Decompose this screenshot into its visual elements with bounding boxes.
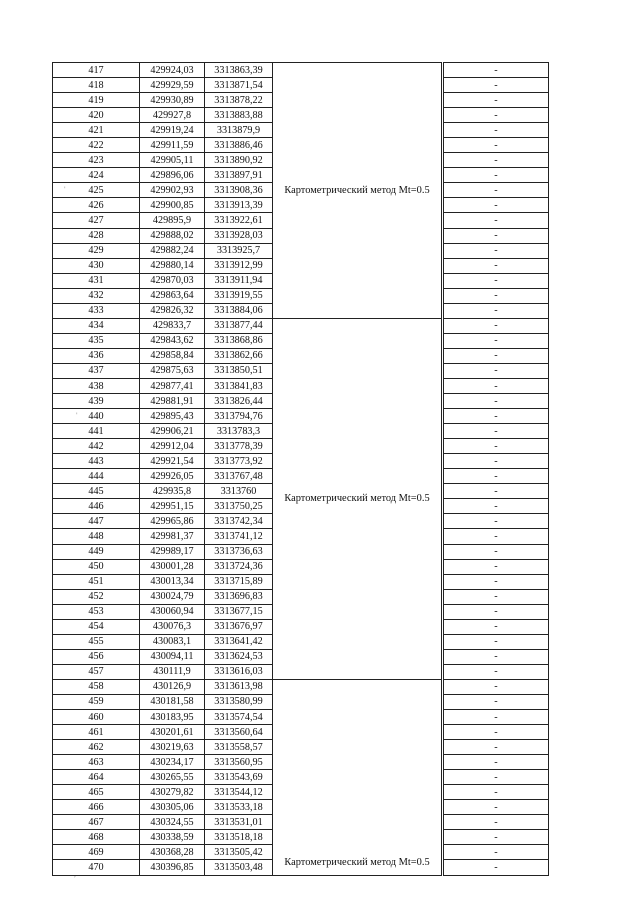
x-coordinate-cell: 429935,8	[140, 484, 205, 499]
error-cell: -	[444, 273, 549, 288]
error-cell: -	[444, 770, 549, 785]
point-number-cell: 458	[53, 679, 140, 694]
point-number-cell: 430	[53, 258, 140, 273]
x-coordinate-cell: 429927,8	[140, 108, 205, 123]
coordinates-table	[52, 62, 549, 876]
x-coordinate-cell: 430183,95	[140, 710, 205, 725]
y-coordinate-cell: 3313641,42	[205, 634, 273, 649]
error-cell: -	[444, 138, 549, 153]
point-number-cell: 451	[53, 574, 140, 589]
point-number-cell: 470	[53, 860, 140, 875]
point-number-cell: 454	[53, 619, 140, 634]
point-number-cell: 418	[53, 78, 140, 93]
scan-speck: '	[64, 186, 66, 193]
point-number-cell: 431	[53, 273, 140, 288]
y-coordinate-cell: 3313505,42	[205, 845, 273, 860]
point-number-cell: 432	[53, 288, 140, 303]
x-coordinate-cell: 429924,03	[140, 63, 205, 78]
x-coordinate-cell: 429882,24	[140, 243, 205, 258]
error-cell: -	[444, 469, 549, 484]
point-number-cell: 417	[53, 63, 140, 78]
point-number-cell: 450	[53, 559, 140, 574]
x-coordinate-cell: 430076,3	[140, 619, 205, 634]
point-number-cell: 423	[53, 153, 140, 168]
point-number-cell: 438	[53, 378, 140, 393]
error-cell: -	[444, 153, 549, 168]
y-coordinate-cell: 3313913,39	[205, 198, 273, 213]
y-coordinate-cell: 3313750,25	[205, 499, 273, 514]
x-coordinate-cell: 429896,06	[140, 168, 205, 183]
method-label: Картометрический метод Mt=0.5	[284, 856, 430, 868]
y-coordinate-cell: 3313826,44	[205, 394, 273, 409]
error-cell: -	[444, 394, 549, 409]
error-cell: -	[444, 93, 549, 108]
x-coordinate-cell: 429863,64	[140, 288, 205, 303]
point-number-cell: 459	[53, 694, 140, 709]
x-coordinate-cell: 430324,55	[140, 815, 205, 830]
x-coordinate-cell: 430234,17	[140, 755, 205, 770]
point-number-cell: 467	[53, 815, 140, 830]
y-coordinate-cell: 3313574,54	[205, 710, 273, 725]
error-cell: -	[444, 574, 549, 589]
y-coordinate-cell: 3313518,18	[205, 830, 273, 845]
y-coordinate-cell: 3313919,55	[205, 288, 273, 303]
error-cell: -	[444, 604, 549, 619]
y-coordinate-cell: 3313912,99	[205, 258, 273, 273]
point-number-cell: 433	[53, 303, 140, 318]
error-cell: -	[444, 424, 549, 439]
x-coordinate-cell: 430111,9	[140, 664, 205, 679]
error-cell: -	[444, 845, 549, 860]
y-coordinate-cell: 3313884,06	[205, 303, 273, 318]
error-cell: -	[444, 318, 549, 333]
error-cell: -	[444, 559, 549, 574]
y-coordinate-cell: 3313677,15	[205, 604, 273, 619]
y-coordinate-cell: 3313742,34	[205, 514, 273, 529]
y-coordinate-cell: 3313879,9	[205, 123, 273, 138]
x-coordinate-cell: 429965,86	[140, 514, 205, 529]
point-number-cell: 466	[53, 800, 140, 815]
x-coordinate-cell: 429951,15	[140, 499, 205, 514]
error-cell: -	[444, 740, 549, 755]
error-cell: -	[444, 454, 549, 469]
x-coordinate-cell: 430024,79	[140, 589, 205, 604]
point-number-cell: 428	[53, 228, 140, 243]
point-number-cell: 420	[53, 108, 140, 123]
error-cell: -	[444, 499, 549, 514]
method-label: Картометрический метод Mt=0.5	[284, 184, 430, 196]
point-number-cell: 455	[53, 634, 140, 649]
y-coordinate-cell: 3313886,46	[205, 138, 273, 153]
error-cell: -	[444, 213, 549, 228]
y-coordinate-cell: 3313616,03	[205, 664, 273, 679]
x-coordinate-cell: 430279,82	[140, 785, 205, 800]
x-coordinate-cell: 430338,59	[140, 830, 205, 845]
point-number-cell: 437	[53, 363, 140, 378]
error-cell: -	[444, 303, 549, 318]
y-coordinate-cell: 3313877,44	[205, 318, 273, 333]
y-coordinate-cell: 3313794,76	[205, 409, 273, 424]
error-cell: -	[444, 288, 549, 303]
y-coordinate-cell: 3313736,63	[205, 544, 273, 559]
error-cell: -	[444, 649, 549, 664]
x-coordinate-cell: 430001,28	[140, 559, 205, 574]
y-coordinate-cell: 3313862,66	[205, 348, 273, 363]
point-number-cell: 469	[53, 845, 140, 860]
y-coordinate-cell: 3313883,88	[205, 108, 273, 123]
y-coordinate-cell: 3313543,69	[205, 770, 273, 785]
point-number-cell: 427	[53, 213, 140, 228]
point-number-cell: 446	[53, 499, 140, 514]
error-cell: -	[444, 198, 549, 213]
y-coordinate-cell: 3313580,99	[205, 694, 273, 709]
x-coordinate-cell: 429900,85	[140, 198, 205, 213]
point-number-cell: 447	[53, 514, 140, 529]
x-coordinate-cell: 429906,21	[140, 424, 205, 439]
x-coordinate-cell: 429826,32	[140, 303, 205, 318]
y-coordinate-cell: 3313560,64	[205, 725, 273, 740]
x-coordinate-cell: 430083,1	[140, 634, 205, 649]
point-number-cell: 442	[53, 439, 140, 454]
method-cell	[273, 318, 442, 679]
error-cell: -	[444, 860, 549, 875]
x-coordinate-cell: 429911,59	[140, 138, 205, 153]
error-cell: -	[444, 725, 549, 740]
x-coordinate-cell: 430013,34	[140, 574, 205, 589]
point-number-cell: 434	[53, 318, 140, 333]
x-coordinate-cell: 429905,11	[140, 153, 205, 168]
error-cell: -	[444, 679, 549, 694]
x-coordinate-cell: 430305,06	[140, 800, 205, 815]
point-number-cell: 456	[53, 649, 140, 664]
error-cell: -	[444, 755, 549, 770]
x-coordinate-cell: 430265,55	[140, 770, 205, 785]
x-coordinate-cell: 429926,05	[140, 469, 205, 484]
point-number-cell: 445	[53, 484, 140, 499]
y-coordinate-cell: 3313696,83	[205, 589, 273, 604]
point-number-cell: 426	[53, 198, 140, 213]
x-coordinate-cell: 429877,41	[140, 378, 205, 393]
y-coordinate-cell: 3313871,54	[205, 78, 273, 93]
point-number-cell: 452	[53, 589, 140, 604]
error-cell: -	[444, 168, 549, 183]
error-cell: -	[444, 800, 549, 815]
x-coordinate-cell: 430396,85	[140, 860, 205, 875]
x-coordinate-cell: 429912,04	[140, 439, 205, 454]
error-cell: -	[444, 228, 549, 243]
error-cell: -	[444, 78, 549, 93]
point-number-cell: 436	[53, 348, 140, 363]
error-cell: -	[444, 378, 549, 393]
point-number-cell: 441	[53, 424, 140, 439]
point-number-cell: 439	[53, 394, 140, 409]
x-coordinate-cell: 429919,24	[140, 123, 205, 138]
scan-speck: '	[76, 412, 78, 419]
y-coordinate-cell: 3313741,12	[205, 529, 273, 544]
x-coordinate-cell: 429895,9	[140, 213, 205, 228]
point-number-cell: 435	[53, 333, 140, 348]
x-coordinate-cell: 429895,43	[140, 409, 205, 424]
point-number-cell: 429	[53, 243, 140, 258]
error-cell: -	[444, 815, 549, 830]
coordinates-table-body	[53, 63, 549, 876]
error-cell: -	[444, 694, 549, 709]
y-coordinate-cell: 3313928,03	[205, 228, 273, 243]
x-coordinate-cell: 429833,7	[140, 318, 205, 333]
point-number-cell: 463	[53, 755, 140, 770]
y-coordinate-cell: 3313878,22	[205, 93, 273, 108]
y-coordinate-cell: 3313863,39	[205, 63, 273, 78]
x-coordinate-cell: 430219,63	[140, 740, 205, 755]
error-cell: -	[444, 363, 549, 378]
x-coordinate-cell: 430368,28	[140, 845, 205, 860]
y-coordinate-cell: 3313908,36	[205, 183, 273, 198]
point-number-cell: 421	[53, 123, 140, 138]
point-number-cell: 444	[53, 469, 140, 484]
error-cell: -	[444, 108, 549, 123]
point-number-cell: 422	[53, 138, 140, 153]
table-row	[53, 63, 549, 78]
x-coordinate-cell: 429989,17	[140, 544, 205, 559]
y-coordinate-cell: 3313558,57	[205, 740, 273, 755]
scan-speck: ,	[74, 872, 76, 879]
point-number-cell: 464	[53, 770, 140, 785]
point-number-cell: 425	[53, 183, 140, 198]
point-number-cell: 468	[53, 830, 140, 845]
x-coordinate-cell: 429880,14	[140, 258, 205, 273]
point-number-cell: 419	[53, 93, 140, 108]
point-number-cell: 460	[53, 710, 140, 725]
error-cell: -	[444, 63, 549, 78]
y-coordinate-cell: 3313560,95	[205, 755, 273, 770]
method-label: Картометрический метод Mt=0.5	[284, 493, 430, 505]
y-coordinate-cell: 3313783,3	[205, 424, 273, 439]
x-coordinate-cell: 429921,54	[140, 454, 205, 469]
y-coordinate-cell: 3313911,94	[205, 273, 273, 288]
y-coordinate-cell: 3313760	[205, 484, 273, 499]
x-coordinate-cell: 429981,37	[140, 529, 205, 544]
error-cell: -	[444, 619, 549, 634]
error-cell: -	[444, 514, 549, 529]
error-cell: -	[444, 123, 549, 138]
error-cell: -	[444, 830, 549, 845]
point-number-cell: 443	[53, 454, 140, 469]
point-number-cell: 457	[53, 664, 140, 679]
x-coordinate-cell: 430201,61	[140, 725, 205, 740]
error-cell: -	[444, 243, 549, 258]
point-number-cell: 453	[53, 604, 140, 619]
x-coordinate-cell: 429929,59	[140, 78, 205, 93]
error-cell: -	[444, 785, 549, 800]
error-cell: -	[444, 333, 549, 348]
x-coordinate-cell: 430126,9	[140, 679, 205, 694]
y-coordinate-cell: 3313724,36	[205, 559, 273, 574]
y-coordinate-cell: 3313676,97	[205, 619, 273, 634]
table-row	[53, 679, 549, 694]
error-cell: -	[444, 409, 549, 424]
point-number-cell: 440	[53, 409, 140, 424]
error-cell: -	[444, 258, 549, 273]
error-cell: -	[444, 183, 549, 198]
y-coordinate-cell: 3313503,48	[205, 860, 273, 875]
error-cell: -	[444, 589, 549, 604]
method-cell	[273, 679, 442, 875]
x-coordinate-cell: 430094,11	[140, 649, 205, 664]
y-coordinate-cell: 3313624,53	[205, 649, 273, 664]
x-coordinate-cell: 429843,62	[140, 333, 205, 348]
y-coordinate-cell: 3313531,01	[205, 815, 273, 830]
point-number-cell: 448	[53, 529, 140, 544]
y-coordinate-cell: 3313897,91	[205, 168, 273, 183]
y-coordinate-cell: 3313544,12	[205, 785, 273, 800]
x-coordinate-cell: 429858,84	[140, 348, 205, 363]
x-coordinate-cell: 429930,89	[140, 93, 205, 108]
error-cell: -	[444, 348, 549, 363]
y-coordinate-cell: 3313925,7	[205, 243, 273, 258]
y-coordinate-cell: 3313533,18	[205, 800, 273, 815]
y-coordinate-cell: 3313767,48	[205, 469, 273, 484]
error-cell: -	[444, 529, 549, 544]
point-number-cell: 449	[53, 544, 140, 559]
y-coordinate-cell: 3313841,83	[205, 378, 273, 393]
x-coordinate-cell: 429875,63	[140, 363, 205, 378]
y-coordinate-cell: 3313613,98	[205, 679, 273, 694]
x-coordinate-cell: 429888,02	[140, 228, 205, 243]
x-coordinate-cell: 429902,93	[140, 183, 205, 198]
error-cell: -	[444, 710, 549, 725]
x-coordinate-cell: 430181,58	[140, 694, 205, 709]
point-number-cell: 424	[53, 168, 140, 183]
error-cell: -	[444, 484, 549, 499]
error-cell: -	[444, 664, 549, 679]
error-cell: -	[444, 439, 549, 454]
y-coordinate-cell: 3313868,86	[205, 333, 273, 348]
method-cell	[273, 63, 442, 319]
y-coordinate-cell: 3313778,39	[205, 439, 273, 454]
error-cell: -	[444, 634, 549, 649]
error-cell: -	[444, 544, 549, 559]
y-coordinate-cell: 3313850,51	[205, 363, 273, 378]
point-number-cell: 465	[53, 785, 140, 800]
point-number-cell: 461	[53, 725, 140, 740]
table-row	[53, 318, 549, 333]
y-coordinate-cell: 3313715,89	[205, 574, 273, 589]
x-coordinate-cell: 430060,94	[140, 604, 205, 619]
x-coordinate-cell: 429870,03	[140, 273, 205, 288]
x-coordinate-cell: 429881,91	[140, 394, 205, 409]
point-number-cell: 462	[53, 740, 140, 755]
y-coordinate-cell: 3313773,92	[205, 454, 273, 469]
y-coordinate-cell: 3313922,61	[205, 213, 273, 228]
y-coordinate-cell: 3313890,92	[205, 153, 273, 168]
